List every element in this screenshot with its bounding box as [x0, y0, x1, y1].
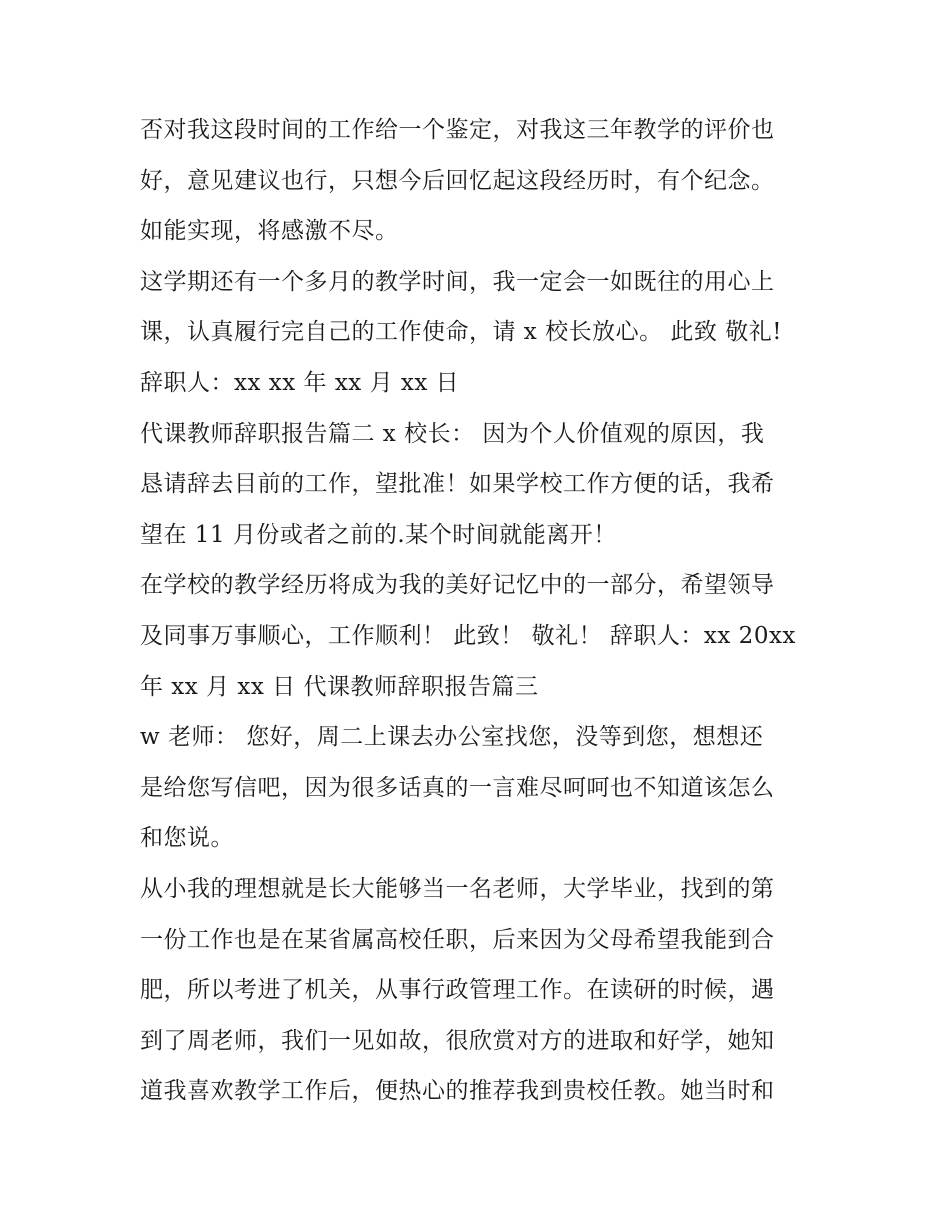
text-line: 及同事万事顺心，工作顺利！ 此致！ 敬礼！ 辞职人：xx 20xx	[140, 622, 796, 649]
text-line: 在学校的教学经历将成为我的美好记忆中的一部分，希望领导	[140, 572, 775, 599]
text-line: 代课教师辞职报告篇二 x 校长： 因为个人价值观的原因，我	[140, 420, 765, 447]
text-line: 肥，所以考进了机关，从事行政管理工作。在读研的时候，遇	[140, 977, 775, 1004]
document-body	[140, 105, 820, 1117]
text-line: 这学期还有一个多月的教学时间，我一定会一如既往的用心上	[140, 268, 775, 295]
text-line: 恳请辞去目前的工作，望批准！如果学校工作方便的话，我希	[140, 471, 775, 498]
text-line: 辞职人：xx xx 年 xx 月 xx 日	[140, 369, 460, 396]
text-line: 望在 11 月份或者之前的.某个时间就能离开！	[140, 521, 617, 548]
text-line: w 老师： 您好，周二上课去办公室找您，没等到您，想想还	[140, 724, 764, 751]
text-line: 到了周老师，我们一见如故，很欣赏对方的进取和好学，她知	[140, 1027, 775, 1054]
text-line: 是给您写信吧，因为很多话真的一言难尽呵呵也不知道该怎么	[140, 774, 775, 801]
text-line: 年 xx 月 xx 日 代课教师辞职报告篇三	[140, 673, 539, 700]
text-line: 从小我的理想就是长大能够当一名老师，大学毕业，找到的第	[140, 875, 775, 902]
text-line: 道我喜欢教学工作后，便热心的推荐我到贵校任教。她当时和	[140, 1078, 775, 1105]
text-line: 课，认真履行完自己的工作使命，请 x 校长放心。 此致 敬礼!	[140, 319, 782, 346]
text-line: 否对我这段时间的工作给一个鉴定，对我这三年教学的评价也	[140, 117, 775, 143]
text-line: 一份工作也是在某省属高校任职，后来因为父母希望我能到合	[140, 926, 775, 953]
text-line: 和您说。	[140, 825, 234, 852]
text-line: 好，意见建议也行，只想今后回忆起这段经历时，有个纪念。	[140, 167, 775, 194]
text-line: 如能实现，将感激不尽。	[140, 218, 399, 245]
